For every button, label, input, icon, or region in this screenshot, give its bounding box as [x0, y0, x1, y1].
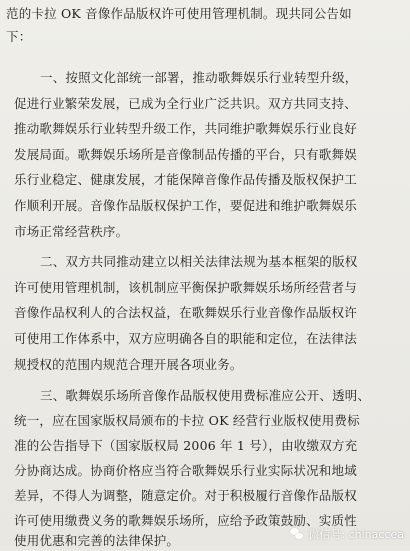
text-line: 乐行业稳定、健康发展，才能保障音像作品传播及版权保护工 — [14, 172, 357, 187]
text-line: 许可使用管理机制，该机制应平衡保护歌舞娱乐场所经营者与 — [14, 280, 357, 295]
text-line: 范的卡拉 OK 音像作品版权许可使用管理机制。现共同公告如 — [6, 6, 352, 21]
text-line: 二、双方共同推动建立以相关法律法规为基本框架的版权 — [40, 254, 358, 269]
text-line: 使用优惠和完善的法律保护。 — [14, 533, 180, 548]
text-line: 推动歌舞娱乐行业转型升级工作，共同维护歌舞娱乐行业良好 — [14, 121, 357, 136]
text-line: 促进行业繁荣发展，已成为全行业广泛共识。双方共同支持、 — [14, 96, 357, 111]
text-line: 差异，不得人为调整，随意定价。对于积极履行音像作品版权 — [14, 488, 357, 503]
text-line: 统一，应在国家版权局颁布的卡拉 OK 经营行业版权使用费标 — [14, 413, 360, 428]
text-line: 作顺利开展。音像作品版权保护工作，要促进和维护歌舞娱乐 — [14, 198, 357, 213]
wechat-watermark — [290, 526, 404, 542]
text-line: 下： — [6, 29, 32, 44]
text-line: 规授权的范围内规范合理开展各项业务。 — [14, 357, 243, 372]
text-line: 发展局面。歌舞娱乐场所是音像制品传播的平台，只有歌舞娱 — [14, 147, 357, 162]
text-line: 准的公告指导下（国家版权局 2006 年 1 号），由收缴双方充 — [14, 438, 358, 453]
wechat-icon — [290, 528, 304, 540]
text-line: 可使用工作体系中，双方应明确各自的职能和定位，在法律法 — [14, 331, 357, 346]
watermark-text: 微信号: chinaccea — [308, 528, 404, 541]
text-line: 分协商达成。协商价格应当符合歌舞娱乐行业实际状况和地域 — [14, 463, 357, 478]
text-line: 许可使用缴费义务的歌舞娱乐场所，应给予政策鼓励、实质性 — [14, 513, 357, 528]
text-line: 市场正常经营秩序。 — [14, 224, 129, 239]
text-line: 一、按照文化部统一部署，推动歌舞娱乐行业转型升级， — [40, 70, 358, 85]
text-line: 三、歌舞娱乐场所音像作品版权使用费标准应公开、透明、 — [40, 388, 371, 403]
text-line: 音像作品权利人的合法权益，在歌舞娱乐行业音像作品版权许 — [14, 305, 357, 320]
